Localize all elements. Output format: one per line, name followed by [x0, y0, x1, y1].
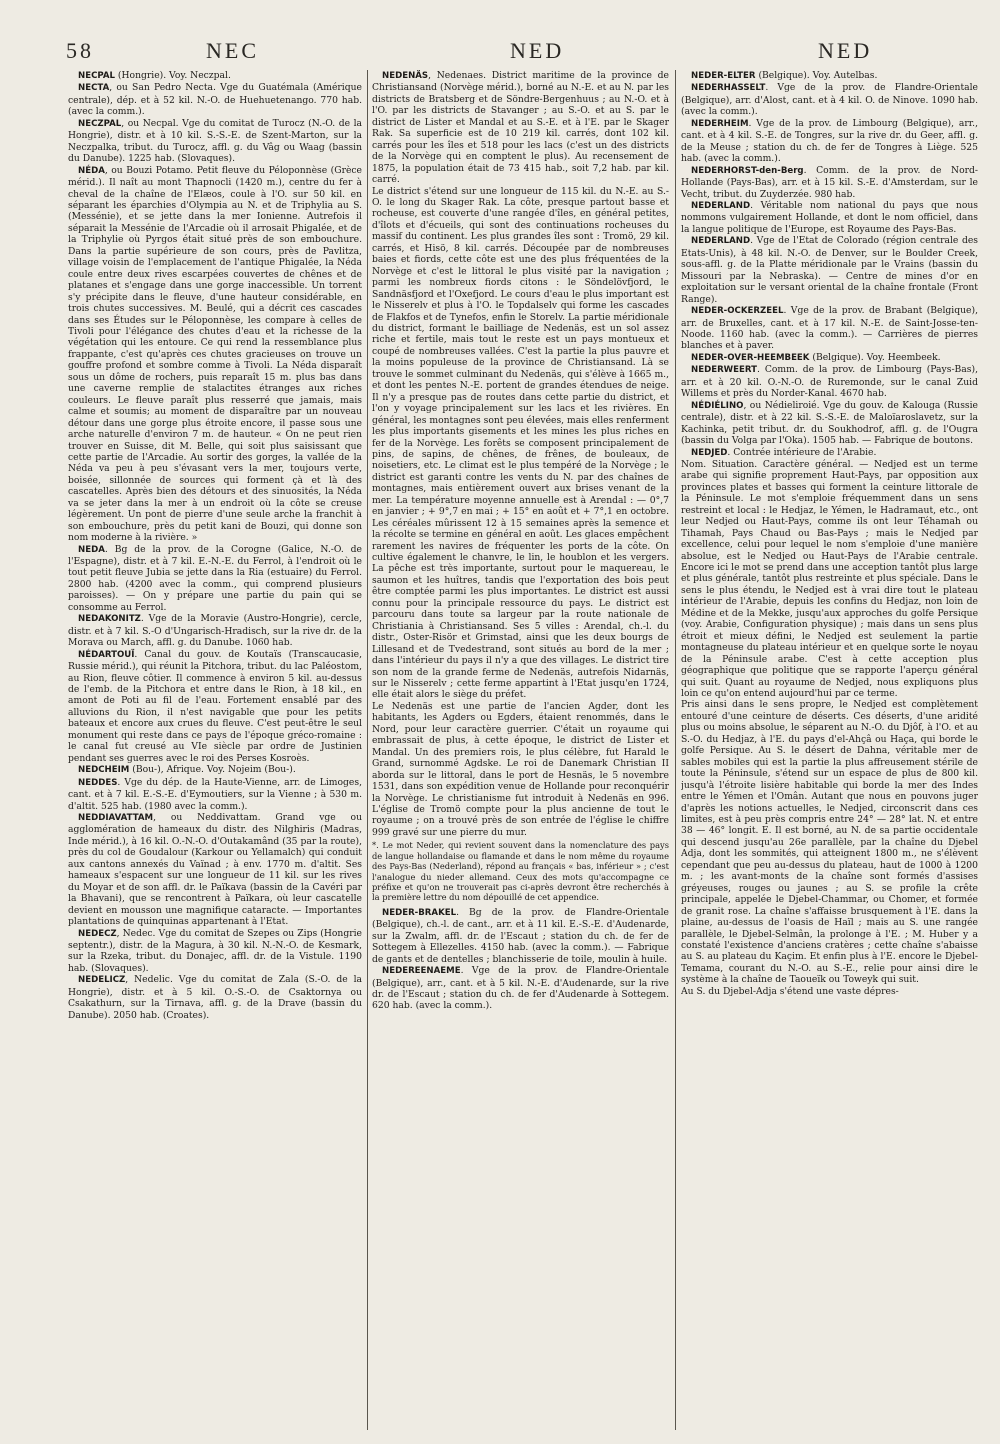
entry-text: . Véritable nom national du pays que nous nommons vulgairement Hollande, et dont le nom officiel, dans la langue politique de l'Europe, est Royaume des Pays-Bas.	[681, 199, 978, 235]
entry-text: . Comm. de la prov. de Nord-Hollande (Pays-Bas), arr. et à 15 kil. S.-E. d'Amsterdam, sur le Vecht, tribut. du Zuyderzée. 980 hab.	[681, 164, 978, 200]
page-number: 58	[66, 38, 94, 63]
entry-text: Le district s'étend sur une longueur de 115 kil. du N.-E. au S.-O. le long du Skager Rak. La côte, presque partout basse et rocheuse, est couverte d'une rangée d'îles, en général petites, d'îlots et d'écueils, qui sont des continuations rocheuses du massif du continent. Les plus grandes îles sont : Tromö, 29 kil. carrés, et Hisö, 8 kil. carrés. Découpée par de nombreuses baies et fiords, cette côte est une des plus fréquentées de la Norvège et c'est le littoral le plus visité par la navigation ; parmi les nombreux fiords citons : le Söndelövfjord, le Sandnäsfjord et l'Oxefjord. Le cours d'eau le plus important est le Nisserelv et plus à l'O. le Topdalselv qui forme les cascades de Flakfos et de Tynefos, enfin le Storelv. La partie méridionale du district, formant le bailliage de Nedenäs, est un sol assez riche et fertile, mais tout le reste est un pays montueux et coupé de nombreuses vallées. C'est la partie la plus pauvre et la moins populeuse de la province de Christiansand. Là se trouve le sommet culminant du Nedenäs, qui s'élève à 1665 m., et dont les pentes N.-E. portent de grandes étendues de neige. Il n'y a presque pas de routes dans cette partie du district, et l'on y voyage principalement sur les lacs et les rivières. En général, les montagnes sont peu élevées, mais elles renferment les plus importants gisements et les mines les plus riches en fer de la Norvège. Les forêts se composent principalement de pins, de sapins, de chênes, de frênes, de bouleaux, de noisetiers, etc. Le climat est le plus tempéré de la Norvège ; le district est garanti contre les vents du N. par des chaînes de montagnes, mais entièrement ouvert aux brises venant de la mer. La température moyenne annuelle est à Arendal : — 0°,7 en janvier ; + 9°,7 en mai ; + 15° en août et + 7°,1 en octobre. Les céréales mûrissent 12 à 15 semaines après la semence et la récolte se termine en général en août. Les glaces empêchent rarement les navires de fréquenter les ports de la côte. On cultive également le chanvre, le lin, le houblon et les vergers. La pêche est très importante, surtout pour le maquereau, le saumon et les huîtres, tandis que l'exportation des bois peut être comptée parmi les plus importantes. Le district est aussi connu pour la principale ressource du pays. Le district est parcouru dans toute sa largeur par la route nationale de Christiania à Christiansand. Ses 5 villes : Arendal, ch.-l. du distr., Oster-Risör et Grimstad, ainsi que les deux bourgs de Lillesand et de Tvedestrand, sont situés au bord de la mer ; dans l'intérieur du pays il n'y a que des villages. Le district tire son nom de la grande ferme de Nedenäs, autrefois Nidarnäs, sur le Nisserelv ; cette ferme appartint à l'Etat jusqu'en 1724, elle était alors le siège du préfet.	[372, 185, 669, 701]
text-column-1	[68, 70, 362, 1430]
entry-text: . Vge de la prov. de Brabant (Belgique), arr. de Bruxelles, cant. et à 17 kil. N.-E. de Saint-Josse-ten-Noode. 1160 hab. (avec la comm.). — Carrières de pierres blanches et à paver.	[681, 305, 978, 352]
text-column-3	[681, 70, 978, 1430]
entry-headword: NEDECZ	[78, 928, 117, 939]
entry-headword: NEDER-BRAKEL	[382, 907, 457, 918]
entry-text: (Bou-), Afrique. Voy. Nojeim (Bou-).	[129, 764, 296, 776]
dictionary-entry	[681, 82, 978, 117]
entry-text: Au S. du Djebel-Adja s'étend une vaste dépres-	[681, 985, 899, 997]
column-divider	[675, 70, 676, 1430]
entry-text: , Nedenaes. District maritime de la province de Christiansand (Norvège mérid.), borné au N.-E. et au N. par les districts de Bratsberg et de Söndre-Bergenhuus ; au N.-O. et à l'O. par les districts de Stavanger ; au S.-O. et au S. par le district de Lister et Mandal et au S.-E. et à l'E. par le Skager Rak. Sa superficie est de 10 219 kil. carrés, dont 102 kil. carrés pour les îles et 518 pour les lacs (c'est un des districts de la Norvège qui en comptent le plus). Au recensement de 1875, la population était de 73 415 hab., soit 7,2 hab. par kil. carré.	[372, 70, 669, 186]
dictionary-entry	[68, 777, 362, 812]
entry-headword: NEDERLAND	[691, 236, 751, 247]
entry-text: . Canal du gouv. de Koutaïs (Transcaucasie, Russie mérid.), qui réunit la Pitchora, tribut. du lac Paléostom, au Rion, fleuve côtier. Il commence à environ 5 kil. au-dessus de l'emb. de la Pitchora et entre dans le Rion, à 18 kil., en amont de Poti au fil de l'eau. Fortement ensablé par des alluvions du Rion, il n'est navigable que pour les petits bateaux et encore aux crues du fleuve. C'est peut-être le seul monument qui reste dans ce pays de l'époque gréco-romaine : le canal fut creusé au VIe siècle par ordre de Justinien pendant ses guerres avec le roi des Perses Kosroès.	[68, 648, 362, 764]
dictionary-entry	[68, 544, 362, 614]
running-head-center: NED	[510, 38, 565, 63]
entry-headword: NEDERHORST-den-Berg	[691, 165, 804, 176]
entry-headword: NEDERHASSELT	[691, 83, 766, 94]
entry-text: (Belgique). Voy. Autelbas.	[755, 70, 878, 81]
dictionary-entry	[681, 118, 978, 165]
entry-headword: NEDDES	[78, 777, 118, 788]
entry-headword: NEDERWEERT	[691, 365, 757, 376]
running-head-right: NED	[818, 38, 873, 63]
entry-text: . Bg de la prov. de Flandre-Orientale (Belgique), ch.-l. de cant., arr. et à 11 kil. E.-S.-E. d'Audenarde, sur la Zwalm, affl. dr. de l'Escaut ; station du ch. de fer de Sottegem à Ellezelles. 4150 hab. (avec la comm.). — Fabrique de gants et de dentelles ; blanchisserie de toile, moulin à huile.	[372, 906, 669, 965]
dictionary-entry	[681, 305, 978, 352]
entry-headword: NEDA	[78, 544, 105, 555]
dictionary-entry	[681, 400, 978, 447]
dictionary-entry	[372, 70, 669, 186]
dictionary-entry	[68, 82, 362, 117]
entry-headword: NEDERHEIM	[691, 118, 749, 129]
entry-headword: NEDELICZ	[78, 975, 126, 986]
entry-headword: NÉDA	[78, 165, 105, 176]
entry-headword: NEDERLAND	[691, 200, 751, 211]
entry-text: . Comm. de la prov. de Limbourg (Pays-Bas), arr. et à 20 kil. O.-N.-O. de Ruremonde, sur le canal Zuid Willems et près du Norder-Kanal. 4670 hab.	[681, 364, 978, 400]
entry-paragraph	[372, 186, 669, 701]
entry-text: , ou Nédieliroié. Vge du gouv. de Kalouga (Russie centrale), distr. et à 22 kil. S.-S.-E. de Maloïaroslavetz, sur la Kachinka, petit tribut. dr. du Soukhodrof, affl. g. de l'Ougra (bassin du Volga par l'Oka). 1505 hab. — Fabrique de boutons.	[681, 399, 978, 447]
entry-headword: NEDER-OCKERZEEL	[691, 306, 784, 317]
dictionary-entry	[68, 165, 362, 544]
entry-headword: NECZPAL	[78, 118, 122, 129]
entry-text: . Vge de la prov. de Flandre-Orientale (Belgique), arr. d'Alost, cant. et à 4 kil. O. de Ninove. 1090 hab. (avec la comm.).	[681, 82, 978, 118]
dictionary-entry	[68, 613, 362, 648]
entry-text: (Belgique). Voy. Heembeek.	[809, 351, 941, 363]
entry-paragraph	[372, 701, 669, 838]
dictionary-entry	[68, 118, 362, 165]
entry-paragraph	[681, 986, 978, 997]
entry-text: . Vge de la prov. de Flandre-Orientale (Belgique), arr., cant. et à 5 kil. N.-E. d'Audenarde, sur la rive dr. de l'Escaut ; station du ch. de fer d'Audenarde à Sottegem. 620 hab. (avec la comm.).	[372, 965, 669, 1012]
dictionary-entry	[681, 352, 978, 364]
entry-text: (Hongrie). Voy. Neczpal.	[115, 70, 231, 81]
running-head-left: NEC	[206, 38, 259, 63]
entry-headword: NECPAL	[78, 71, 116, 81]
column-divider	[367, 70, 368, 1430]
entry-text: Pris ainsi dans le sens propre, le Nedjed est complètement entouré d'une ceinture de déserts. Ces déserts, d'une aridité plus ou moins absolue, le séparent au N.-O. du Djôf, à l'O. et au S.-O. du Hedjaz, à l'E. du pays d'el-Ahçâ ou Haça, qui borde le golfe Persique. Au S. le désert de Dahna, véritable mer de sables mobiles qui est la partie la plus affreusement stérile de toute la Péninsule, s'étend sur un espace de plus de 800 kil. jusqu'à l'étroite lisière habitable qui borde la mer des Indes entre le Yémen et l'Omân. Autant que nous en pouvons juger d'après les notions actuelles, le Nedjed, circonscrit dans ces limites, est à peu près compris entre 24° — 28° lat. N. et entre 38 — 46° longit. E. Il est borné, au N. de sa partie occidentale qui descend jusqu'au 26e parallèle, par la chaîne du Djebel Adja, dont les sommités, qui atteignent 1800 m., ne s'élèvent cependant que peu au-dessus du plateau, haut de 1000 à 1200 m. ; les avant-monts de la chaîne sont formés d'assises gréyeuses, rouges ou jaunes ; au S. se profile la crête principale, appelée le Djebel-Chammar, ou Chomer, et formée de granit rose. La chaîne s'affaisse brusquement à l'E. dans la plaine, au-dessus de l'oasis de Haïl ; mais au S. une rangée parallèle, le Djebel-Selmân, la prolonge à l'E. ; M. Huber y a constaté l'existence d'anciens cratères ; cette chaîne s'abaisse au S. au plateau du Kaçim. Et enfin plus à l'E. encore le Djebel-Temama, courant du N.-O. au S.-E., relie pour ainsi dire le système à la chaîne de Taoueïk ou Toweyk qui suit.	[681, 699, 978, 986]
entry-text: . Vge du dép. de la Haute-Vienne, arr. de Limoges, cant. et à 7 kil. E.-S.-E. d'Eymoutiers, sur la Vienne ; à 530 m. d'altit. 525 hab. (1980 avec la comm.).	[68, 776, 362, 812]
entry-headword: NEDENÄS	[382, 71, 429, 81]
entry-text: , ou Necpal. Vge du comitat de Turocz (N.-O. de la Hongrie), distr. et à 10 kil. S.-S.-E. de Szent-Marton, sur la Neczpalka, tribut. du Turocz, affl. g. du Vâg ou Waag (bassin du Danube). 1225 hab. (Slovaques).	[68, 117, 362, 165]
entry-headword: NEDAKONITZ	[78, 614, 141, 625]
entry-text: . Contrée intérieure de l'Arabie.	[727, 446, 877, 458]
dictionary-entry	[681, 447, 978, 459]
dictionary-entry	[68, 974, 362, 1021]
entry-text: , Nedec. Vge du comitat de Szepes ou Zips (Hongrie septentr.), distr. de la Magura, à 30 kil. N.-N.-O. de Kesmark, sur la Rzeka, tribut. du Donajec, affl. dr. de la Vistule. 1190 hab. (Slovaques).	[68, 927, 362, 974]
entry-paragraph	[681, 699, 978, 985]
dictionary-entry	[68, 764, 362, 776]
entry-headword: NÉDIÉLINO	[691, 400, 744, 411]
dictionary-entry	[68, 812, 362, 928]
entry-text: Le Nedenäs est une partie de l'ancien Agder, dont les habitants, les Agders ou Egders, étaient renommés, dans le Nord, pour leur caractère guerrier. C'était un royaume qui embrassait de plus, à cette époque, le district de Lister et Mandal. Un des premiers rois, le plus célèbre, fut Harald le Grand, surnommé Agdske. Le roi de Danemark Christian II aborda sur le littoral, dans le port de Hesnäs, le 5 novembre 1531, dans son expédition venue de Hollande pour reconquérir la Norvège. Le christianisme fut introduit à Nedenäs en 996. L'église de Tromö compte pour la plus ancienne de tout le royaume ; on a trouvé près de son entrée de l'église le chiffre 999 gravé sur une pierre du mur.	[372, 700, 669, 838]
entry-text: *. Le mot Neder, qui revient souvent dans la nomenclature des pays de langue hollandaise ou flamande et dans le nom même du royaume des Pays-Bas (Nederland), répond au français « bas, inférieur » ; c'est l'analogue du nieder allemand. Ceux des mots qu'accompagne ce préfixe et qu'on ne trouverait pas ci-après devront être recherchés à la première lettre du nom dépouillé de cet appendice.	[372, 840, 669, 903]
entry-text: , ou Neddivattam. Grand vge ou agglomération de hameaux du distr. des Nilghiris (Madras, Inde mérid.), à 16 kil. O.-N.-O. d'Outakamând (35 par la route), près du col de Goudalour (Karkour ou Yellamalch) qui conduit aux cantons annexés du Vaïnad ; à env. 1770 m. d'altit. Ses hameaux s'espacent sur une longueur de 11 kil. sur les rives du Moyar et de son affl. dr. le Païkava (bassin de la Cavéri par la Bhavani), que se rencontrent à Païkara, où leur cascatelle devient en mousson une magnifique cataracte. — Importantes plantations de quinquinas appartenant à l'Etat.	[68, 812, 362, 928]
dictionary-entry	[681, 165, 978, 200]
entry-text: . Bg de la prov. de la Corogne (Galice, N.-O. de l'Espagne), distr. et à 7 kil. E.-N.-E. du Ferrol, à l'endroit où le tout petit fleuve Jubia se jette dans la Ria (estuaire) du Ferrol. 2800 hab. (4200 avec la comm., qui comprend plusieurs paroisses). — On y prépare une partie du pain qui se consomme au Ferrol.	[68, 543, 362, 613]
entry-headword: NEDCHEIM	[78, 765, 130, 776]
text-column-2	[372, 70, 669, 1430]
entry-text: , ou Bouzi Potamo. Petit fleuve du Péloponnèse (Grèce mérid.). Il naît au mont Thapnocli (1420 m.), centre du fer à cheval de la chaîne de l'Elæos, coule à l'O. sur 50 kil. en séparant les éparchies d'Olympia au N. et de Triphylia au S. (Messénie), et se jette dans la mer Ionienne. Autrefois il séparait la Messénie de l'Arcadie où il arrosait Phigalée, et de la Triphylie où Pyrgos était situé près de son embouchure. Dans la partie supérieure de son cours, près de Pavlitza, village voisin de l'emplacement de l'antique Phigalée, la Néda coule entre deux rives escarpées couvertes de chênes et de platanes et s'engage dans une gorge inaccessible. Un torrent s'y précipite dans le fleuve, d'une hauteur considérable, en trois chutes successives. M. Beulé, qui a décrit ces cascades dans ses Études sur le Péloponnèse, les compare à celles de Tivoli pour l'élégance des chutes d'eau et la richesse de la végétation qui les entoure. Ce qui rend la ressemblance plus frappante, c'est qu'après ces chutes gracieuses on trouve un gouffre profond et sombre comme à Tivoli. La Néda disparaît sous un dôme de rochers, puis reparaît 15 m. plus bas dans une caverne remplie de stalactites étranges aux riches couleurs. Le fleuve paraît plus resserré que jamais, mais calme et soumis; au moment de disparaître par un nouveau détour dans une gorge plus étroite encore, il passe sous une arche naturelle d'environ 7 m. de hauteur. « On ne peut rien trouver en Suisse, dit M. Belle, qui soit plus saisissant que cette partie de l'Arcadie. Au sortir des gorges, la vallée de la Néda va peu à peu s'évasant vers la mer, toujours verte, boisée, sillonnée de sources qui forment çà et là des cascatelles. Après bien des détours et des sinuosités, la Néda va se jeter dans la mer à un endroit où la côte se creuse légèrement. Un pont de pierre d'une seule arche la franchit à son embouchure, près du petit kani de Bouzi, qui donne son nom moderne à la rivière. »	[68, 164, 362, 544]
footnote	[372, 840, 669, 902]
dictionary-entry	[372, 965, 669, 1012]
entry-paragraph	[681, 459, 978, 700]
dictionary-entry	[68, 649, 362, 765]
entry-headword: NEDER-OVER-HEEMBEEK	[691, 352, 810, 363]
entry-text: , Nedelic. Vge du comitat de Zala (S.-O. de la Hongrie), distr. et à 5 kil. O.-S.-O. de Csaktornya ou Csakathurn, sur la Tirnava, affl. g. de la Drave (bassin du Danube). 2050 hab. (Croates).	[68, 974, 362, 1021]
entry-headword: NEDDIAVATTAM	[78, 813, 154, 823]
entry-headword: NECTA	[78, 83, 110, 94]
dictionary-entry	[68, 70, 362, 82]
entry-text: Nom. Situation. Caractère général. — Nedjed est un terme arabe qui signifie proprement Haut-Pays, par opposition aux provinces plates et basses qui forment la ceinture littorale de la Péninsule. Le mot s'emploie fréquemment dans un sens restreint et local : le Hedjaz, le Yémen, le Hadramaut, etc., ont leur Nedjed ou Haut-Pays, comme ils ont leur Téhamah ou Tihamah, Pays Chaud ou Bas-Pays ; mais le Nedjed par excellence, celui pour lequel le nom s'emploie d'une manière absolue, est le Nedjed ou Haut-Pays de l'Arabie centrale. Encore ici le mot se prend dans une acception tantôt plus large et plus générale, tantôt plus restreinte et plus spéciale. Dans le sens le plus étendu, le Nedjed est à vrai dire tout le plateau intérieur de l'Arabie, depuis les confins du Hedjaz, non loin de Médine et de la Mekke, jusqu'aux approches du golfe Persique (voy. Arabie, Configuration physique) ; mais dans un sens plus étroit et mieux défini, le Nedjed est seulement la partie montagneuse du plateau intérieur et en quelque sorte le noyau de la Péninsule arabe. C'est à cette acception plus géographique que politique que se rapporte l'aperçu général qui suit. Quant au royaume de Nedjed, nous expliquons plus loin ce qu'on entend aujourd'hui par ce terme.	[681, 458, 978, 700]
entry-headword: NÉDARTOUÏ	[78, 649, 135, 660]
dictionary-entry	[681, 235, 978, 305]
dictionary-entry	[681, 70, 978, 82]
dictionary-entry	[681, 364, 978, 399]
entry-text: . Vge de l'Etat de Colorado (région centrale des Etats-Unis), à 48 kil. N.-O. de Denver, sur le Boulder Creek, sous-affl. g. de la Platte méridionale par le Vrains (bassin du Missouri par la Nebraska). — Centre de mines d'or en exploitation sur le versant oriental de la chaîne frontale (Front Range).	[681, 235, 978, 305]
entry-text: . Vge de la prov. de Limbourg (Belgique), arr., cant. et à 4 kil. S.-E. de Tongres, sur la rive dr. du Geer, affl. g. de la Meuse ; station du ch. de fer de Tongres à Liège. 525 hab. (avec la comm.).	[681, 117, 978, 165]
entry-text: , ou San Pedro Necta. Vge du Guatémala (Amérique centrale), dép. et à 52 kil. N.-O. de Huehuetenango. 770 hab. (avec la comm.).	[68, 82, 362, 118]
entry-headword: NEDEREENAEME	[382, 966, 461, 977]
entry-text: . Vge de la Moravie (Austro-Hongrie), cercle, distr. et à 7 kil. S.-O d'Ungarisch-Hradisch, sur la rive dr. de la Morava ou March, affl. g. du Danube. 1060 hab.	[68, 613, 362, 649]
entry-headword: NEDER-ELTER	[691, 71, 756, 81]
dictionary-entry	[68, 928, 362, 975]
entry-headword: NEDJED	[691, 447, 728, 458]
dictionary-entry	[372, 907, 669, 965]
dictionary-entry	[681, 200, 978, 235]
